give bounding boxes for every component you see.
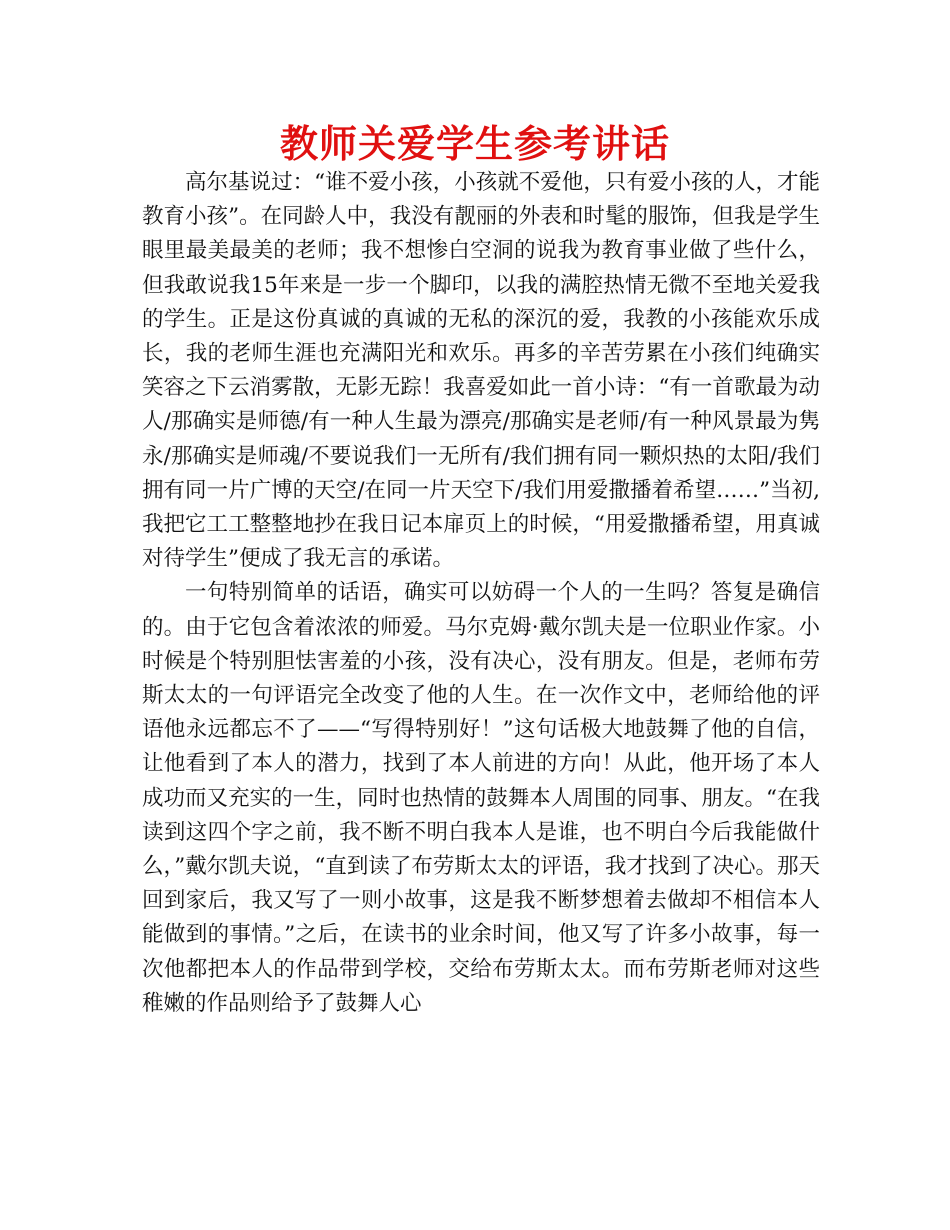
paragraph-1: 高尔基说过：“谁不爱小孩，小孩就不爱他，只有爱小孩的人，才能教育小孩”。在同龄人中，我没有靓丽的外表和时髦的服饰，但我是学生眼里最美最美的老师；我不想惨白空洞的说我为教育事业做了些什么，但我敢说我15年来是一步一个脚印，以我的满腔热情无微不至地关爱我的学生。正是这份真诚的真诚的无私的深沉的爱，我教的小孩能欢乐成长，我的老师生涯也充满阳光和欢乐。再多的辛苦劳累在小孩们纯确实笑容之下云消雾散，无影无踪！我喜爱如此一首小诗：“有一首歌最为动人/那确实是师德/有一种人生最为漂亮/那确实是老师/有一种风景最为隽永/那确实是师魂/不要说我们一无所有/我们拥有同一颗炽热的太阳/我们拥有同一片广博的天空/在同一片天空下/我们用爱撒播着希望……”当初,我把它工工整整地抄在我日记本扉页上的时候，“用爱撒播希望，用真诚对待学生”便成了我无言的承诺。 <box>142 170 820 572</box>
document-title: 教师关爱学生参考讲话 <box>279 122 670 166</box>
paragraph-2: 一句特别简单的话语，确实可以妨碍一个人的一生吗？答复是确信的。由于它包含着浓浓的师爱。马尔克姆·戴尔凯夫是一位职业作家。小时候是个特别胆怯害羞的小孩，没有决心，没有朋友。但是，老师布劳斯太太的一句评语完全改变了他的人生。在一次作文中，老师给他的评语他永远都忘不了——“写得特别好！”这句话极大地鼓舞了他的自信，让他看到了本人的潜力，找到了本人前进的方向！从此，他开场了本人成功而又充实的一生，同时也热情的鼓舞本人周围的同事、朋友。“在我读到这四个字之前，我不断不明白我本人是谁，也不明白今后我能做什么，”戴尔凯夫说，“直到读了布劳斯太太的评语，我才找到了决心。那天回到家后，我又写了一则小故事，这是我不断梦想着去做却不相信本人能做到的事情。”之后，在读书的业余时间，他又写了许多小故事，每一次他都把本人的作品带到学校，交给布劳斯太太。而布劳斯老师对这些稚嫩的作品则给予了鼓舞人心 <box>142 580 820 1016</box>
document-body <box>142 166 820 1021</box>
